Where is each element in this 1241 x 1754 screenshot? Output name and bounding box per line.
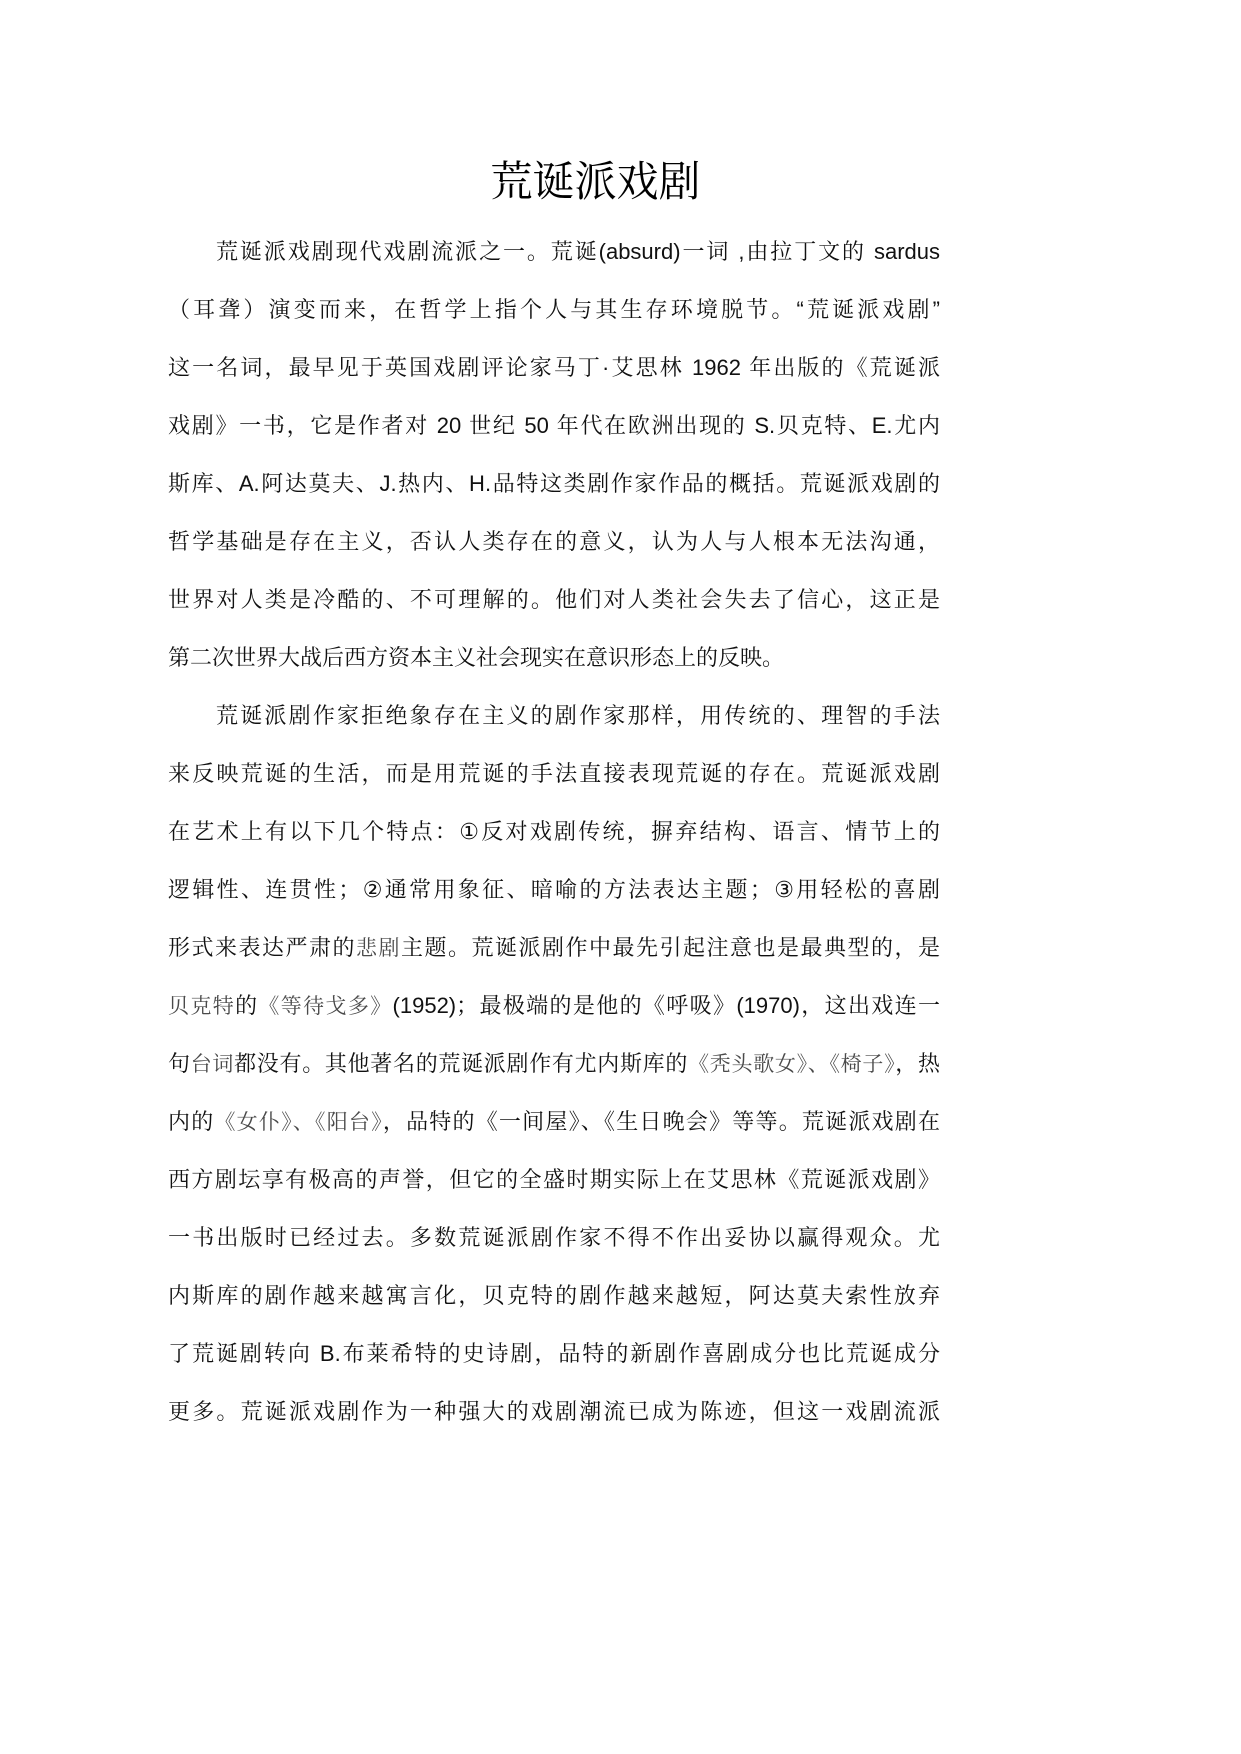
text-segment: 哲学基础是存在主义，否认人类存在的意义，认为人与人根本无法沟通， <box>168 529 940 554</box>
text-line <box>168 977 940 1035</box>
text-segment: 来反映荒诞的生活，而是用荒诞的手法直接表现荒诞的存在。荒诞派戏剧 <box>168 761 940 786</box>
alt-font-segment: 《等待戈多》 <box>258 994 393 1018</box>
paragraph <box>168 687 940 1441</box>
text-line <box>168 1035 940 1093</box>
text-segment: 斯库、A.阿达莫夫、J.热内、H.品特这类剧作家作品的概括。荒诞派戏剧的 <box>168 471 940 496</box>
page-title: 荒诞派戏剧 <box>490 158 701 205</box>
text-line <box>168 571 940 629</box>
text-line <box>168 513 940 571</box>
text-line <box>168 1151 940 1209</box>
text-line <box>168 1267 940 1325</box>
text-segment: 世界对人类是冷酷的、不可理解的。他们对人类社会失去了信心，这正是 <box>168 587 940 612</box>
text-line <box>168 339 940 397</box>
text-line <box>168 223 940 281</box>
text-line <box>168 919 940 977</box>
text-segment: 戏剧》一书，它是作者对 20 世纪 50 年代在欧洲出现的 S.贝克特、E.尤内 <box>168 413 940 438</box>
text-segment: 更多。荒诞派戏剧作为一种强大的戏剧潮流已成为陈迹，但这一戏剧流派 <box>168 1399 940 1424</box>
text-segment: 形式来表达严肃的 <box>168 935 356 960</box>
text-line <box>168 1093 940 1151</box>
text-segment: （耳聋）演变而来，在哲学上指个人与其生存环境脱节。“荒诞派戏剧” <box>168 297 940 322</box>
text-segment: 一书出版时已经过去。多数荒诞派剧作家不得不作出妥协以赢得观众。尤 <box>168 1225 940 1250</box>
document-body <box>168 223 940 1441</box>
text-line <box>168 687 940 745</box>
text-segment: 都没有。其他著名的荒诞派剧作有尤内斯库的 <box>234 1051 689 1076</box>
text-segment: 这一名词，最早见于英国戏剧评论家马丁·艾思林 1962 年出版的《荒诞派 <box>168 355 940 380</box>
text-segment: 了荒诞剧转向 B.布莱希特的史诗剧，品特的新剧作喜剧成分也比荒诞成分 <box>168 1341 940 1366</box>
alt-font-segment: 贝克特 <box>168 994 236 1018</box>
text-segment: ，热 <box>895 1051 940 1076</box>
text-segment: ，品特的《一间屋》、《生日晚会》等等。荒诞派戏剧在 <box>382 1109 940 1134</box>
text-line <box>168 803 940 861</box>
text-line <box>168 861 940 919</box>
text-segment: 逻辑性、连贯性；②通常用象征、暗喻的方法表达主题；③用轻松的喜剧 <box>168 877 940 902</box>
text-line <box>168 397 940 455</box>
text-segment: 内的 <box>168 1109 215 1134</box>
text-segment: 第二次世界大战后西方资本主义社会现实在意识形态上的反映。 <box>168 645 785 670</box>
alt-font-segment: 悲剧 <box>356 936 401 960</box>
text-line <box>168 1325 940 1383</box>
text-segment: (1952)；最极端的是他的《呼吸》(1970)，这出戏连一 <box>392 993 940 1018</box>
text-line <box>168 1209 940 1267</box>
text-segment: 在艺术上有以下几个特点：①反对戏剧传统，摒弃结构、语言、情节上的 <box>168 819 940 844</box>
alt-font-segment: 台词 <box>190 1052 235 1076</box>
text-segment: 荒诞派剧作家拒绝象存在主义的剧作家那样，用传统的、理智的手法 <box>216 703 940 728</box>
text-segment: 荒诞派戏剧现代戏剧流派之一。荒诞(absurd)一词 ,由拉丁文的 sardus <box>216 239 940 264</box>
paragraph <box>168 223 940 687</box>
text-line <box>168 281 940 339</box>
text-segment: 句 <box>168 1051 191 1076</box>
text-line <box>168 745 940 803</box>
alt-font-segment: 《秃头歌女》、《椅子》 <box>688 1052 896 1076</box>
text-line <box>168 455 940 513</box>
text-segment: 内斯库的剧作越来越寓言化，贝克特的剧作越来越短，阿达莫夫索性放弃 <box>168 1283 940 1308</box>
text-segment: 的 <box>235 993 259 1018</box>
text-segment: 主题。荒诞派剧作中最先引起注意也是最典型的，是 <box>401 935 940 960</box>
text-line <box>168 629 940 687</box>
text-segment: 西方剧坛享有极高的声誉，但它的全盛时期实际上在艾思林《荒诞派戏剧》 <box>168 1167 940 1192</box>
alt-font-segment: 《女仆》、《阳台》 <box>214 1110 383 1134</box>
text-line <box>168 1383 940 1441</box>
